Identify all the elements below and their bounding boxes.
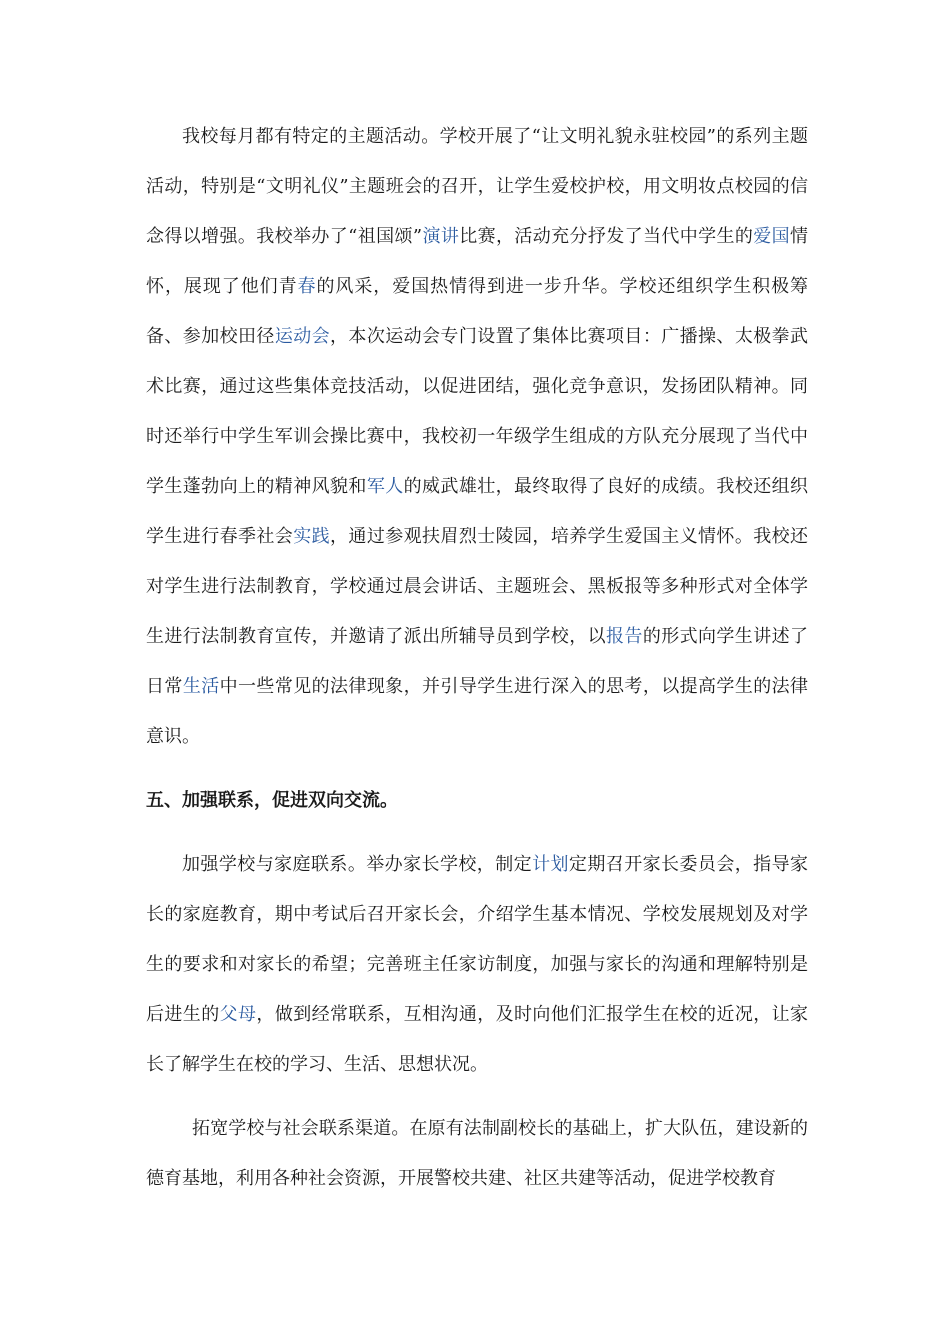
link-sports-meet[interactable]: 运动会 xyxy=(274,326,331,347)
text-run: 的风采，爱国热情得到进一步升华。学校还组织学生积极筹备、参加校田径 xyxy=(146,276,809,347)
link-spring[interactable]: 春 xyxy=(297,276,317,297)
text-run: 定期召开家长委员会，指导家长的家庭教育，期中考试后召开家长会，介绍学生基本情况、学校发展规划及对学生的要求和对家长的希望；完善班主任家访制度，加强与家长的沟通和理解特别是后进生的 xyxy=(146,854,809,1025)
text-run: ，本次运动会专门设置了集体比赛项目：广播操、太极拳武术比赛，通过这些集体竞技活动，以促进团结，强化竞争意识，发扬团队精神。同时还举行中学生军训会操比赛中，我校初一年级学生组成的方队充分展现了当代中学生蓬勃向上的精神风貌和 xyxy=(146,326,809,497)
paragraph-home-school xyxy=(146,840,808,1090)
text-run: 加强学校与家庭联系。举办家长学校，制定 xyxy=(182,854,533,875)
text-run: 比赛，活动充分抒发了当代中学生的 xyxy=(459,226,754,247)
paragraph-school-society xyxy=(146,1104,808,1204)
text-run: 中一些常见的法律现象，并引导学生进行深入的思考，以提高学生的法律意识。 xyxy=(146,676,809,747)
link-speech[interactable]: 演讲 xyxy=(422,226,460,247)
link-patriotic[interactable]: 爱国 xyxy=(753,226,791,247)
document-page xyxy=(146,112,808,1204)
text-run: ，做到经常联系，互相沟通，及时向他们汇报学生在校的近况，让家长了解学生在校的学习、生活、思想状况。 xyxy=(146,1004,809,1075)
paragraph-theme-activities xyxy=(146,112,808,762)
spacer xyxy=(146,762,808,776)
spacer xyxy=(146,826,808,840)
text-run: 我校每月都有特定的主题活动。学校开展了“让文明礼貌永驻校园”的系列主题活动，特别是“文明礼仪”主题班会的召开，让学生爱校护校，用文明妆点校园的信念得以增强。我校举办了“祖国颂” xyxy=(146,126,808,247)
link-parents[interactable]: 父母 xyxy=(219,1004,257,1025)
link-report[interactable]: 报告 xyxy=(606,626,643,647)
spacer xyxy=(146,1090,808,1104)
text-run: 的威武雄壮，最终取得了良好的成绩。我校还组织学生进行春季社会 xyxy=(146,476,809,547)
link-soldier[interactable]: 军人 xyxy=(366,476,404,497)
text-run: ，通过参观扶眉烈士陵园，培养学生爱国主义情怀。我校还对学生进行法制教育，学校通过晨会讲话、主题班会、黑板报等多种形式对全体学生进行法制教育宣传，并邀请了派出所辅导员到学校，以 xyxy=(146,526,809,647)
text-run: 拓宽学校与社会联系渠道。在原有法制副校长的基础上，扩大队伍，建设新的德育基地，利用各种社会资源，开展警校共建、社区共建等活动，促进学校教育 xyxy=(146,1118,808,1189)
section-heading: 五、加强联系，促进双向交流。 xyxy=(146,790,398,811)
text-run: 情怀，展现了他们青 xyxy=(146,226,809,297)
link-plan[interactable]: 计划 xyxy=(532,854,569,875)
text-run: 的形式向学生讲述了日常 xyxy=(146,626,809,697)
link-practice[interactable]: 实践 xyxy=(293,526,331,547)
link-life[interactable]: 生活 xyxy=(182,676,220,697)
